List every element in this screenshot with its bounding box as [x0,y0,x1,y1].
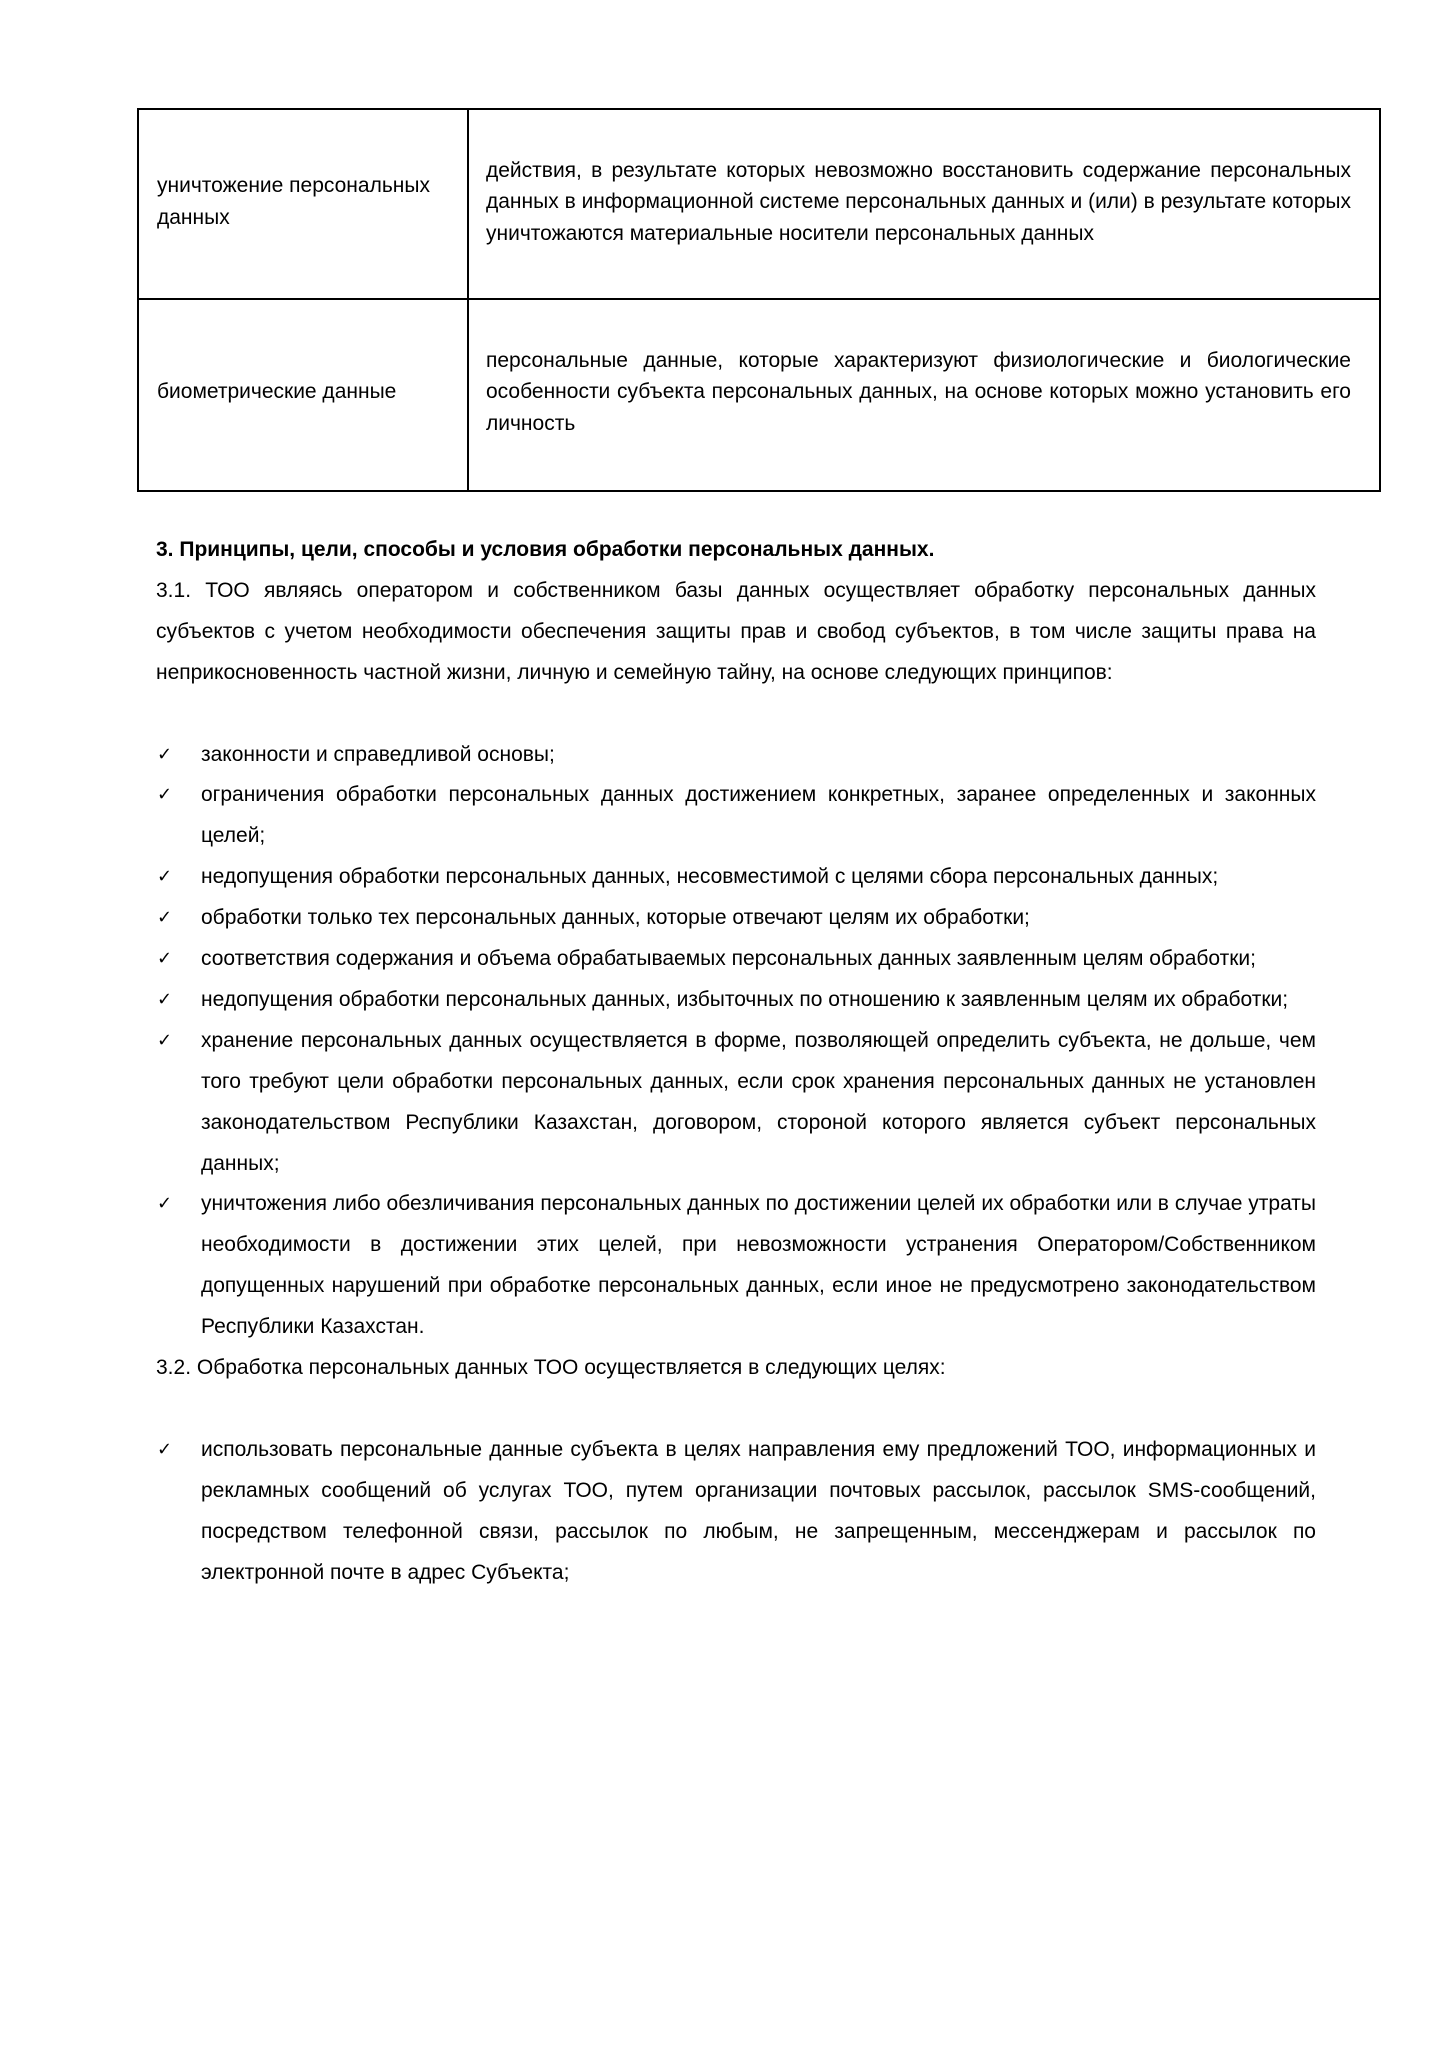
definition-cell: действия, в результате которых невозможно восстановить содержание персональных данных в информационной системе персональных данных и (или) в результате которых уничтожаются материальные носители персональных данных [468,109,1380,299]
section-heading: 3. Принципы, цели, способы и условия обработки персональных данных. [156,538,935,561]
term-cell: уничтожение персональных данных [138,109,468,299]
list-item-text: недопущения обработки персональных данных, несовместимой с целями сбора персональных данных; [201,865,1219,889]
list-item-text: обработки только тех персональных данных, которые отвечают целям их обработки; [201,906,1030,930]
list-item [156,1021,1316,1185]
section-3 [156,530,1316,1594]
list-item-text: соответствия содержания и объема обрабатываемых персональных данных заявленным целям обработки; [201,947,1256,971]
checkmark-icon: ✓ [157,866,173,888]
definition-row [138,299,1380,491]
checkmark-icon: ✓ [157,743,173,765]
empty-line [156,694,1316,735]
list-item [156,898,1316,939]
list-item-text: недопущения обработки персональных данных, избыточных по отношению к заявленным целям их обработки; [201,987,1289,1011]
definition-cell: персональные данные, которые характеризуют физиологические и биологические особенности субъекта персональных данных, на основе которых можно установить его личность [468,299,1380,491]
definition-row [138,109,1380,299]
checkmark-icon: ✓ [157,784,173,806]
paragraph-3-2: 3.2. Обработка персональных данных ТОО осуществляется в следующих целях: [156,1356,946,1380]
definitions-table [137,108,1381,492]
checkmark-icon: ✓ [157,948,173,970]
list-item-text: уничтожения либо обезличивания персональных данных по достижении целей их обработки или в случае утраты необходимости в достижении этих целей, при невозможности устранения Оператором/Собственником допущенных нарушений при обработке персональных данных, если иное не предусмотрено законодательством Республики Казахстан. [201,1192,1316,1339]
checkmark-icon: ✓ [157,988,173,1010]
empty-line [156,1389,1316,1430]
list-item-text: законности и справедливой основы; [201,742,555,766]
paragraph-3-1: 3.1. ТОО являясь оператором и собственником базы данных осуществляет обработку персональных данных субъектов с учетом необходимости обеспечения защиты прав и свобод субъектов, в том числе защиты права на неприкосновенность частной жизни, личную и семейную тайну, на основе следующих принципов: [156,578,1316,684]
checkmark-icon: ✓ [157,907,173,929]
list-item [156,980,1316,1021]
term-cell: биометрические данные [138,299,468,491]
purposes-list [156,1430,1316,1594]
principles-list [156,735,1316,1349]
checkmark-icon: ✓ [157,1029,173,1051]
list-item [156,857,1316,898]
list-item-text: ограничения обработки персональных данных достижением конкретных, заранее определенных и законных целей; [201,783,1316,848]
checkmark-icon: ✓ [157,1193,173,1215]
list-item-text: использовать персональные данные субъекта в целях направления ему предложений ТОО, информационных и рекламных сообщений об услугах ТОО, путем организации почтовых рассылок, рассылок SMS-сообщений, посредством телефонной связи, рассылок по любым, не запрещенным, мессенджерам и рассылок по электронной почте в адрес Субъекта; [201,1437,1316,1584]
list-item [156,775,1316,857]
list-item [156,735,1316,776]
list-item-text: хранение персональных данных осуществляется в форме, позволяющей определить субъекта, не дольше, чем того требуют цели обработки персональных данных, если срок хранения персональных данных не установлен законодательством Республики Казахстан, договором, стороной которого является субъект персональных данных; [201,1028,1316,1175]
list-item [156,1430,1316,1594]
list-item [156,1184,1316,1348]
checkmark-icon: ✓ [157,1438,173,1460]
list-item [156,939,1316,980]
